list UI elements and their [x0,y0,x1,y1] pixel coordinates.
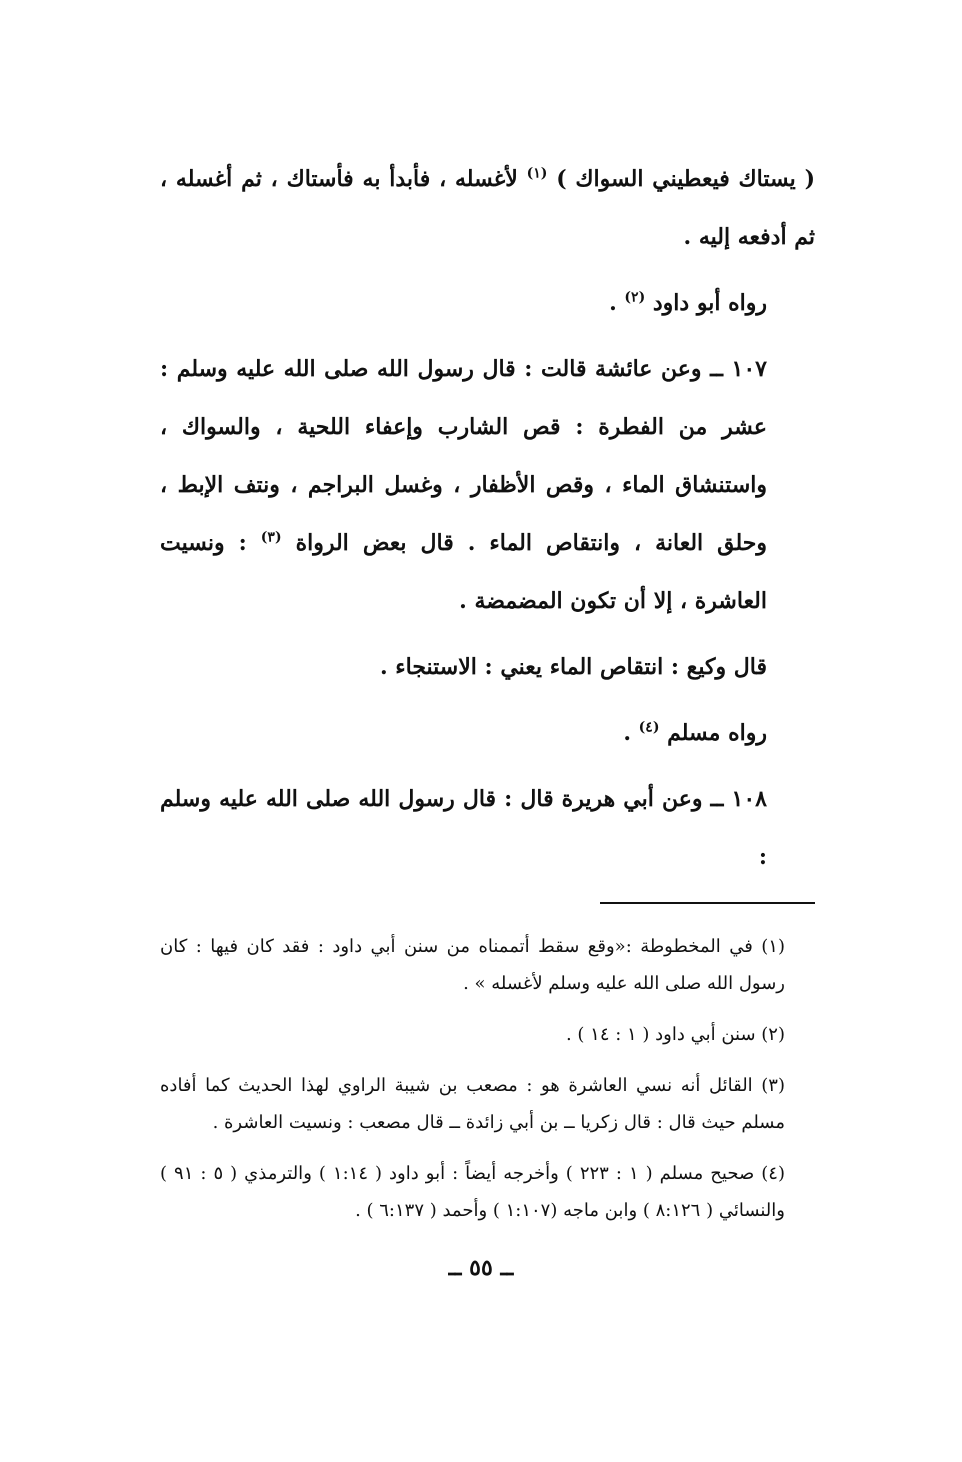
footnote-divider [600,902,815,904]
hadith-108: ١٠٨ ــ وعن أبي هريرة قال : قال رسول الله صلى الله عليه وسلم : [160,786,767,870]
footnote-3: (٣) القائل أنه نسي العاشرة هو : مصعب بن شيبة الراوي لهذا الحديث كما أفاده مسلم حيث قال : قال زكريا ــ بن أبي زائدة ــ قال مصعب : ونسيت العاشرة . [160,1075,785,1133]
hadith-107: ١٠٧ ــ وعن عائشة قالت : قال رسول الله صلى الله عليه وسلم : عشر من الفطرة : قص الشارب وإعفاء اللحية ، والسواك ، واستنشاق الماء ، وقص الأظفار ، وغسل البراجم ، ونتف الإبط ، وحلق العانة ، وانتقاص الماء . قال بعض الرواة $^{(٣)}$ : ونسيت العاشرة ، إلا أن تكون المضمضة . [160,356,767,614]
footnote-1: (١) في المخطوطة :«وقع سقط أتممناه من سنن أبي داود : فقد كان فيها : كان رسول الله صلى الله عليه وسلم لأغسله » . [160,936,785,994]
page-content [160,150,815,1243]
footnote-marker-4: (٤) [638,719,660,736]
narration-source-abu-dawud: رواه أبو داود $^{(٢)}$ . [609,289,767,316]
narration-source-muslim: رواه مسلم $^{(٤)}$ . [623,719,767,746]
footnote-marker-2: (٢) [624,289,646,306]
footnote-2: (٢) سنن أبي داود ( ١ : ١٤ ) . [565,1024,785,1045]
main-text [160,150,815,886]
waki-explanation: قال وكيع : انتقاص الماء يعني : الاستنجاء . [379,654,767,680]
footnotes [160,928,815,1229]
page-number: ــ ٥٥ ــ [448,1255,514,1281]
footnote-4: (٤) صحيح مسلم ( ١ : ٢٢٣ ) وأخرجه أيضاً : أبو داود ( ١:١٤ ) والترمذي ( ٥ : ٩١ ) والنسائي ( ٨:١٢٦ ) وابن ماجه (١:١٠٧ ) وأحمد ( ٦:١٣٧ ) . [160,1163,785,1221]
paragraph-continuation: ( يستاك فيعطيني السواك ) $^{(١)}$ لأغسله ، فأبدأ به فأستاك ، ثم أغسله ، ثم أدفعه إليه . [160,165,816,250]
footnote-marker-1: (١) [526,165,548,182]
footnote-marker-3: (٣) [260,529,282,546]
